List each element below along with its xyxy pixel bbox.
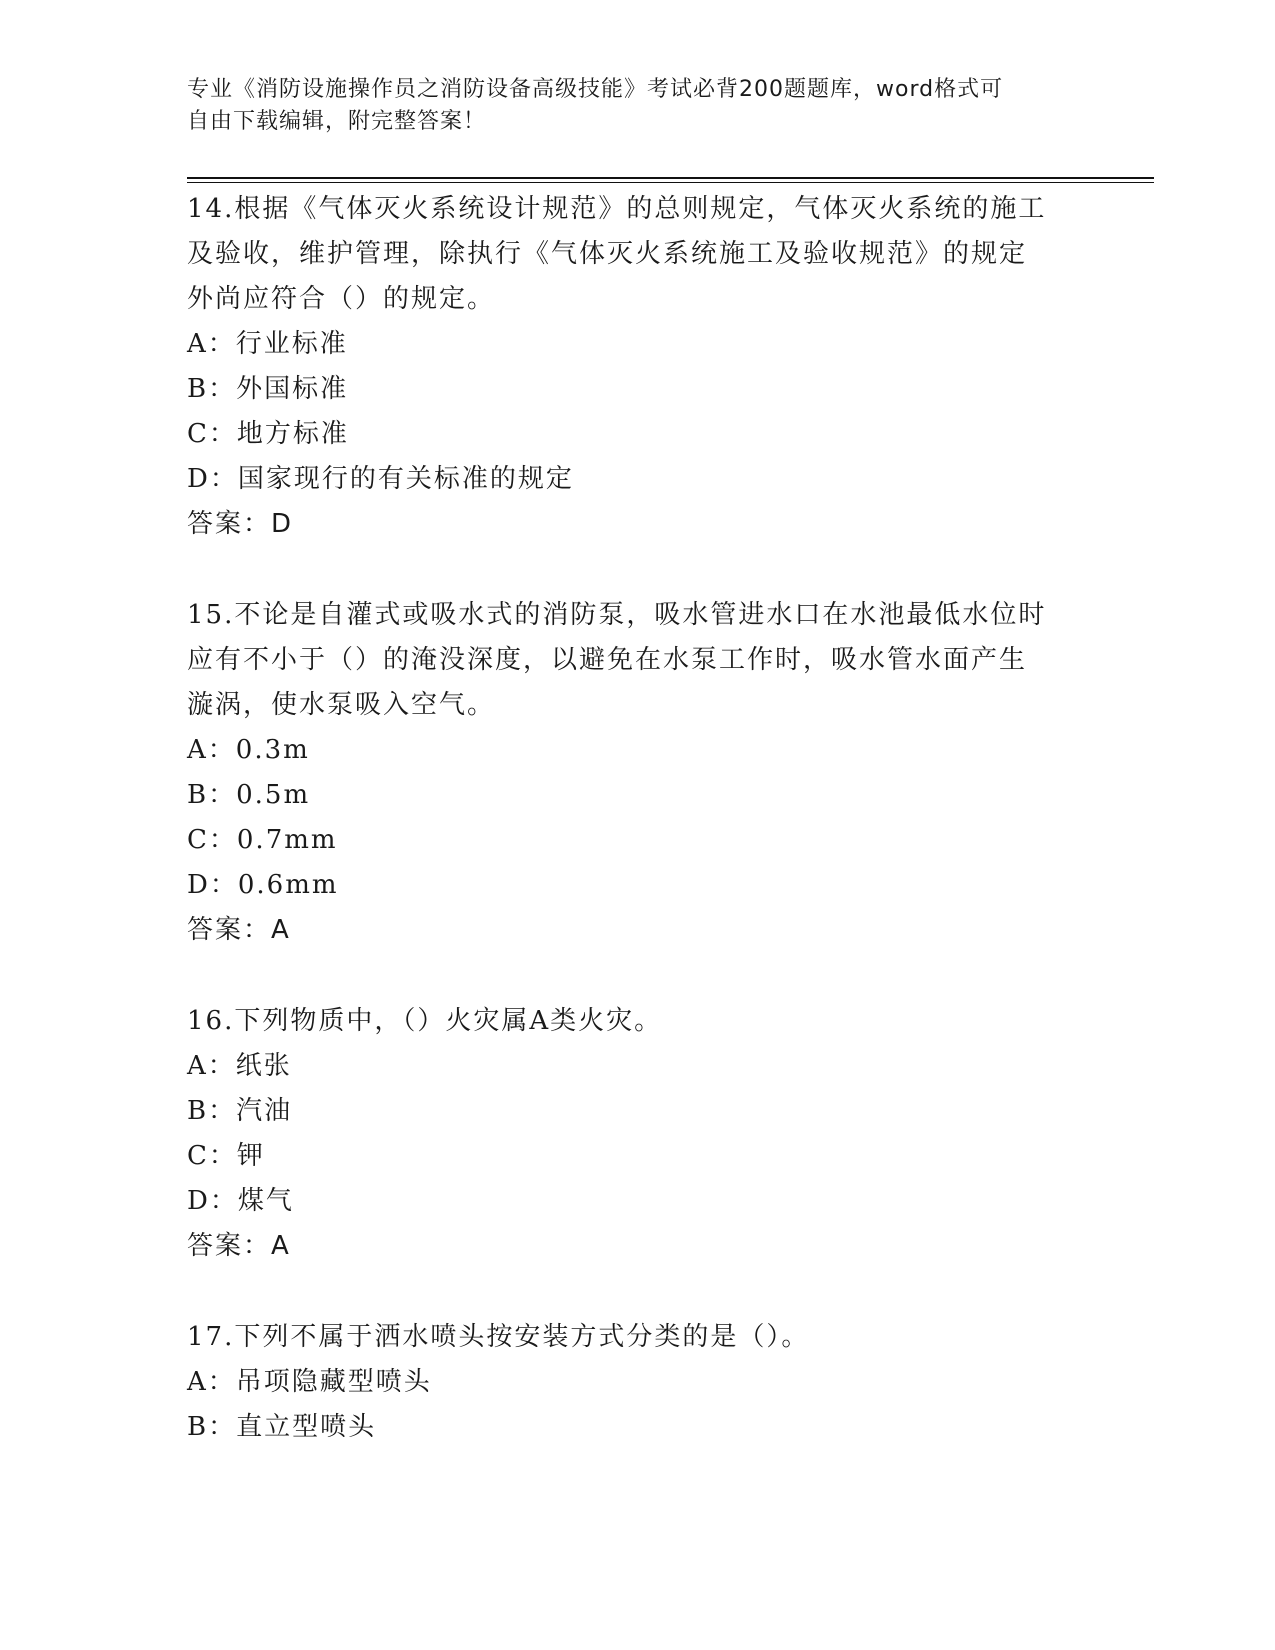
option-a: A：0.3m — [187, 735, 310, 765]
question-14 — [187, 187, 1087, 547]
option-c: C：钾 — [187, 1141, 265, 1171]
question-16 — [187, 999, 1087, 1269]
option-c: C：地方标准 — [187, 419, 349, 449]
answer-line: 答案：A — [187, 1231, 291, 1261]
option-d: D：煤气 — [187, 1186, 294, 1216]
document-header — [187, 74, 1067, 138]
question-stem-line: 漩涡，使水泵吸入空气。 — [187, 690, 496, 720]
option-a: A：吊项隐藏型喷头 — [187, 1367, 432, 1397]
question-stem-line: 16.下列物质中，（）火灾属A类火灾。 — [187, 1006, 663, 1036]
header-divider-thin — [187, 182, 1154, 183]
option-d: D：0.6mm — [187, 870, 339, 900]
question-stem-line: 及验收，维护管理，除执行《气体灭火系统施工及验收规范》的规定 — [187, 239, 1028, 269]
answer-line: 答案：D — [187, 509, 294, 539]
option-b: B：汽油 — [187, 1096, 293, 1126]
option-b: B：0.5m — [187, 780, 311, 810]
question-list — [187, 187, 1087, 1450]
question-stem-line: 15.不论是自灌式或吸水式的消防泵，吸水管进水口在水池最低水位时 — [187, 600, 1047, 630]
header-line-1: 专业《消防设施操作员之消防设备高级技能》考试必背200题题库，word格式可 — [187, 77, 1004, 102]
option-b: B：外国标准 — [187, 374, 349, 404]
option-a: A：纸张 — [187, 1051, 292, 1081]
question-stem-line: 应有不小于（）的淹没深度，以避免在水泵工作时，吸水管水面产生 — [187, 645, 1028, 675]
option-a: A：行业标准 — [187, 329, 348, 359]
question-stem-line: 17.下列不属于洒水喷头按安装方式分类的是（）。 — [187, 1322, 810, 1352]
header-line-2: 自由下载编辑，附完整答案！ — [187, 109, 487, 134]
question-15 — [187, 593, 1087, 953]
answer-line: 答案：A — [187, 915, 291, 945]
question-17 — [187, 1315, 1087, 1450]
option-c: C：0.7mm — [187, 825, 338, 855]
header-divider-thick — [187, 177, 1154, 179]
option-b: B：直立型喷头 — [187, 1412, 377, 1442]
question-stem-line: 外尚应符合（）的规定。 — [187, 284, 496, 314]
option-d: D：国家现行的有关标准的规定 — [187, 464, 574, 494]
question-stem-line: 14.根据《气体灭火系统设计规范》的总则规定，气体灭火系统的施工 — [187, 194, 1047, 224]
